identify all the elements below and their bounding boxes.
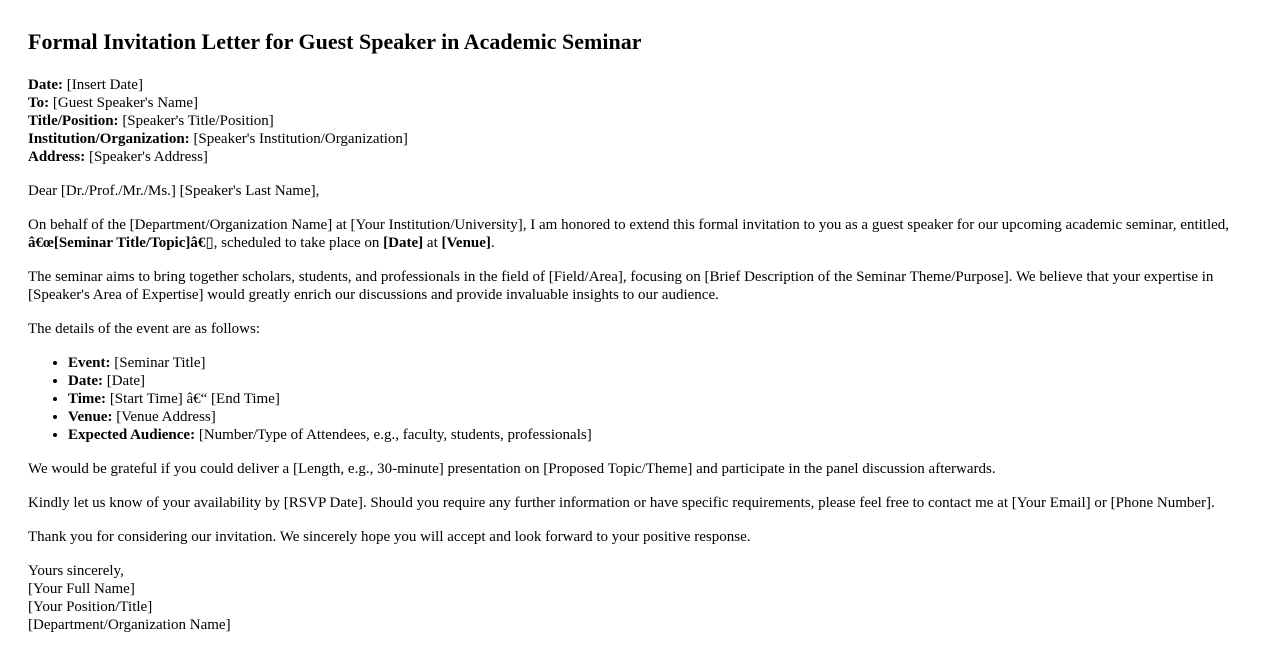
header-field-date [28,76,1250,94]
header-field-title-position [28,112,1250,130]
detail-label: Venue: [68,409,113,425]
detail-value: [Number/Type of Attendees, e.g., faculty, students, professionals] [195,427,592,443]
list-item [68,372,1250,390]
paragraph-invitation [28,216,1250,252]
list-item [68,426,1250,444]
paragraph-presentation-request: We would be grateful if you could deliver a [Length, e.g., 30-minute] presentation on [Proposed Topic/Theme] and participate in the panel discussion afterwards. [28,461,996,477]
header-field-label: Address: [28,149,86,165]
header-field-label: Institution/Organization: [28,131,190,147]
header-field-address [28,148,1250,166]
paragraph-rsvp: Kindly let us know of your availability by [RSVP Date]. Should you require any further information or have specific requirements, please feel free to contact me at [Your Email] or [Phone Number]. [28,495,1215,511]
header-field-value: [Speaker's Institution/Organization] [189,131,408,147]
detail-label: Expected Audience: [68,427,196,443]
seminar-title-text: â€œ[Seminar Title/Topic]â€▯ [28,235,214,251]
detail-value: [Start Time] â€“ [End Time] [106,391,280,407]
list-item [68,408,1250,426]
seminar-venue-text: [Venue] [441,235,491,251]
list-item [68,390,1250,408]
header-field-value: [Insert Date] [62,77,143,93]
paragraph-thanks: Thank you for considering our invitation. We sincerely hope you will accept and look forward to your positive response. [28,529,751,545]
signer-position: [Your Position/Title] [28,599,153,615]
detail-value: [Date] [102,373,146,389]
seminar-date-text: [Date] [383,235,424,251]
header-field-label: Date: [28,77,63,93]
detail-label: Date: [68,373,103,389]
detail-value: [Seminar Title] [110,355,206,371]
list-item [68,354,1250,372]
closing-signature-block [28,562,1250,634]
header-field-value: [Speaker's Address] [85,149,208,165]
event-details-list [28,354,1250,444]
letter-title: Formal Invitation Letter for Guest Speaker in Academic Seminar [28,29,642,54]
letter-header-fields [28,76,1250,166]
header-field-value: [Speaker's Title/Position] [118,113,274,129]
salutation: Dear [Dr./Prof./Mr./Ms.] [Speaker's Last Name], [28,183,320,199]
header-field-label: Title/Position: [28,113,119,129]
header-field-institution [28,130,1250,148]
closing-line: Yours sincerely, [28,563,124,579]
details-intro: The details of the event are as follows: [28,321,261,337]
paragraph-text: , scheduled to take place on [213,235,384,251]
header-field-label: To: [28,95,50,111]
paragraph-text: . [490,235,495,251]
paragraph-text: On behalf of the [Department/Organization Name] at [Your Institution/University], I am honored to extend this formal invitation to you as a guest speaker for our upcoming academic seminar, entitled, [28,217,1230,233]
header-field-to [28,94,1250,112]
detail-value: [Venue Address] [112,409,216,425]
detail-label: Event: [68,355,111,371]
paragraph-text: at [423,235,442,251]
signer-department: [Department/Organization Name] [28,617,231,633]
signer-name: [Your Full Name] [28,581,135,597]
detail-label: Time: [68,391,107,407]
paragraph-seminar-aims: The seminar aims to bring together scholars, students, and professionals in the field of [Field/Area], focusing on [Brief Description of the Seminar Theme/Purpose]. We believe that your expertise in [Speaker's Area of Expertise] would greatly enrich our discussions and provide invaluable insights to our audience. [28,269,1214,303]
header-field-value: [Guest Speaker's Name] [49,95,199,111]
